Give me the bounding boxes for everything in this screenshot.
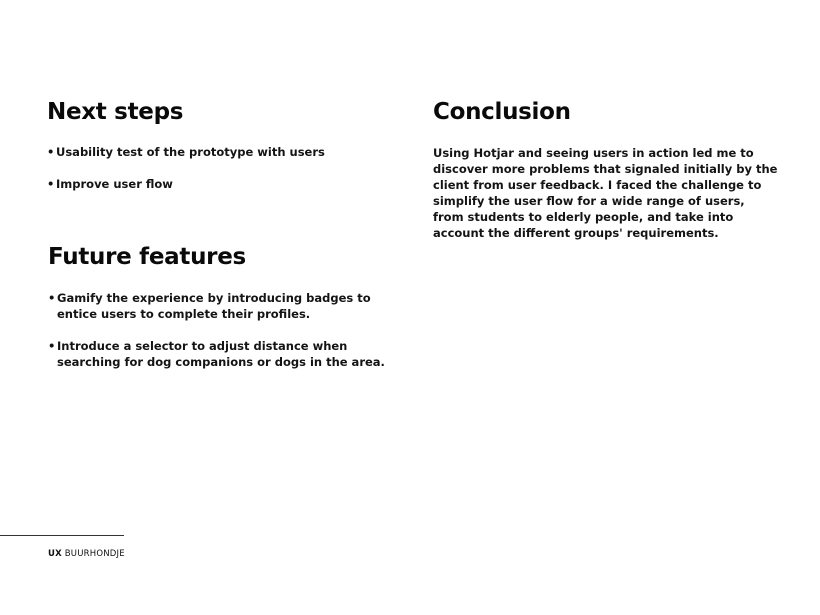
list-item-text: Gamify the experience by introducing badges to entice users to complete their profiles. (57, 291, 371, 321)
list-item (47, 144, 387, 160)
next-steps-heading: Next steps (47, 99, 184, 125)
list-item (48, 338, 388, 370)
list-item-text: Introduce a selector to adjust distance when searching for dog companions or dogs in the area. (57, 339, 385, 369)
bullet-icon: • (47, 177, 55, 191)
future-features-heading: Future features (48, 244, 246, 270)
conclusion-section (433, 98, 778, 241)
list-item-text: Usability test of the prototype with users (56, 145, 325, 159)
footer-prefix: UX (48, 549, 62, 559)
footer-label (48, 548, 125, 560)
future-features-section (48, 243, 388, 386)
future-features-list (48, 290, 388, 370)
conclusion-heading: Conclusion (433, 99, 571, 125)
next-steps-list (47, 144, 387, 192)
list-item (47, 176, 387, 192)
footer-brand: BUURHONDJE (64, 549, 125, 559)
conclusion-text: Using Hotjar and seeing users in action led me to discover more problems that signaled initially by the client from user feedback. I faced the challenge to simplify the user flow for a wide range of users, from students to elderly people, and take into account the different groups' requirements. (433, 146, 778, 240)
bullet-icon: • (48, 291, 56, 305)
next-steps-section (47, 98, 387, 208)
list-item (48, 290, 388, 322)
bullet-icon: • (48, 339, 56, 353)
list-item-text: Improve user flow (56, 177, 173, 191)
footer-divider (0, 535, 124, 536)
bullet-icon: • (47, 145, 55, 159)
